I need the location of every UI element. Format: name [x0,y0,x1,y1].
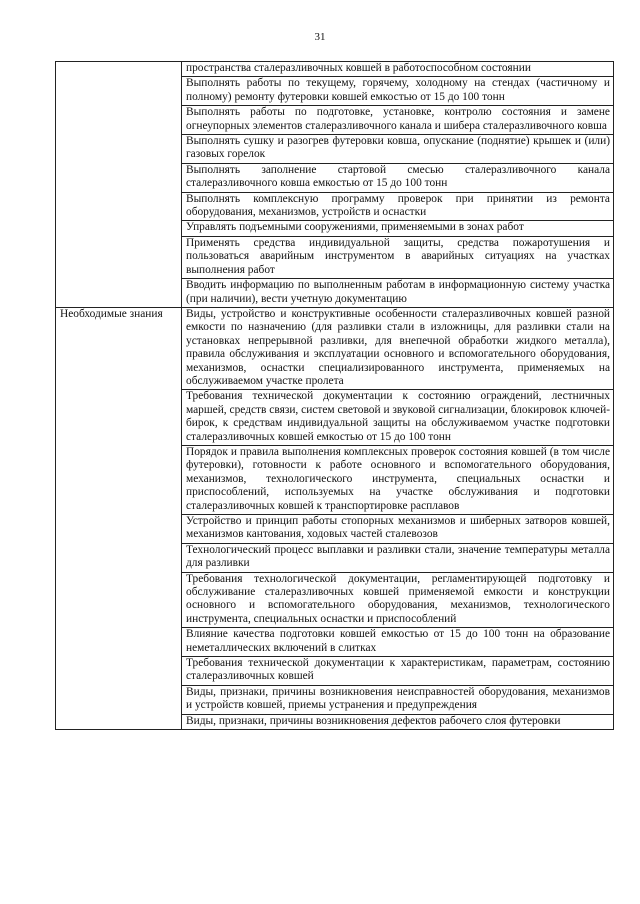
table-cell: Требования технической документации к состоянию ограждений, лестничных маршей, средств связи, систем световой и звуковой сигнализации, блокировок ключей-бирок, к средствам индивидуальной защиты на обслуживаемом участке подготовки сталеразливочных ковшей емкостью от 15 до 100 тонн [182,390,614,446]
row-label-required-knowledge: Необходимые знания [56,307,182,729]
table-cell: Выполнять заполнение стартовой смесью сталеразливочного канала сталеразливочного ковша емкостью от 15 до 100 тонн [182,163,614,192]
table-row [56,62,614,77]
table-row [56,307,614,389]
table-cell: пространства сталеразливочных ковшей в работоспособном состоянии [182,62,614,77]
table-cell: Порядок и правила выполнения комплексных проверок состояния ковшей (в том числе футеровки), готовности к работе основного и вспомогательного оборудования, механизмов, технологического инструмента, специальных оснастки и приспособлений, используемых на участке обслуживания и подготовки сталеразливочных ковшей к транспортировке расплавов [182,445,614,514]
table-cell: Виды, признаки, причины возникновения неисправностей оборудования, механизмов и устройств ковшей, приемы устранения и предупреждения [182,685,614,714]
competency-table [55,61,614,730]
table-cell: Выполнять работы по текущему, горячему, холодному на стендах (частичному и полному) ремонту футеровки ковшей емкостью от 15 до 100 тонн [182,77,614,106]
table-cell: Влияние качества подготовки ковшей емкостью от 15 до 100 тонн на образование неметаллических включений в слитках [182,628,614,657]
table-cell: Применять средства индивидуальной защиты, средства пожаротушения и пользоваться аварийным инструментом в аварийных ситуациях на участках выполнения работ [182,236,614,278]
table-cell: Виды, признаки, причины возникновения дефектов рабочего слоя футеровки [182,714,614,729]
table-cell: Виды, устройство и конструктивные особенности сталеразливочных ковшей разной емкости по назначению (для разливки стали в изложницы, для разливки стали на установках непрерывной разливки, для внепечной обработки жидкого металла), правила обслуживания и эксплуатации основного и вспомогательного оборудования, механизмов, оснастки специализированного инструмента, применяемых на обслуживаемом участке пролета [182,307,614,389]
row-label-skills [56,62,182,308]
table-cell: Выполнять работы по подготовке, установке, контролю состояния и замене огнеупорных элементов сталеразливочного канала и шибера сталеразливочного ковша [182,106,614,135]
table-cell: Устройство и принцип работы стопорных механизмов и шиберных затворов ковшей, механизмов кантования, ходовых частей сталевозов [182,515,614,544]
table-cell: Выполнять сушку и разогрев футеровки ковша, опускание (поднятие) крышек и (или) газовых горелок [182,135,614,164]
table-cell: Технологический процесс выплавки и разливки стали, значение температуры металла для разливки [182,543,614,572]
page-number: 31 [314,31,326,43]
table-cell: Выполнять комплексную программу проверок при принятии из ремонта оборудования, механизмов, устройств и оснастки [182,192,614,221]
table-cell: Требования технологической документации, регламентирующей подготовку и обслуживание сталеразливочных ковшей применяемой емкости и конструкции основного и вспомогательного оборудования, механизмов, технологического инструмента, специальных оснастки и приспособлений [182,572,614,628]
table-cell: Требования технической документации к характеристикам, параметрам, состоянию сталеразливочных ковшей [182,657,614,686]
table-cell: Вводить информацию по выполненным работам в информационную систему участка (при наличии), вести учетную документацию [182,279,614,308]
table-cell: Управлять подъемными сооружениями, применяемыми в зонах работ [182,221,614,236]
